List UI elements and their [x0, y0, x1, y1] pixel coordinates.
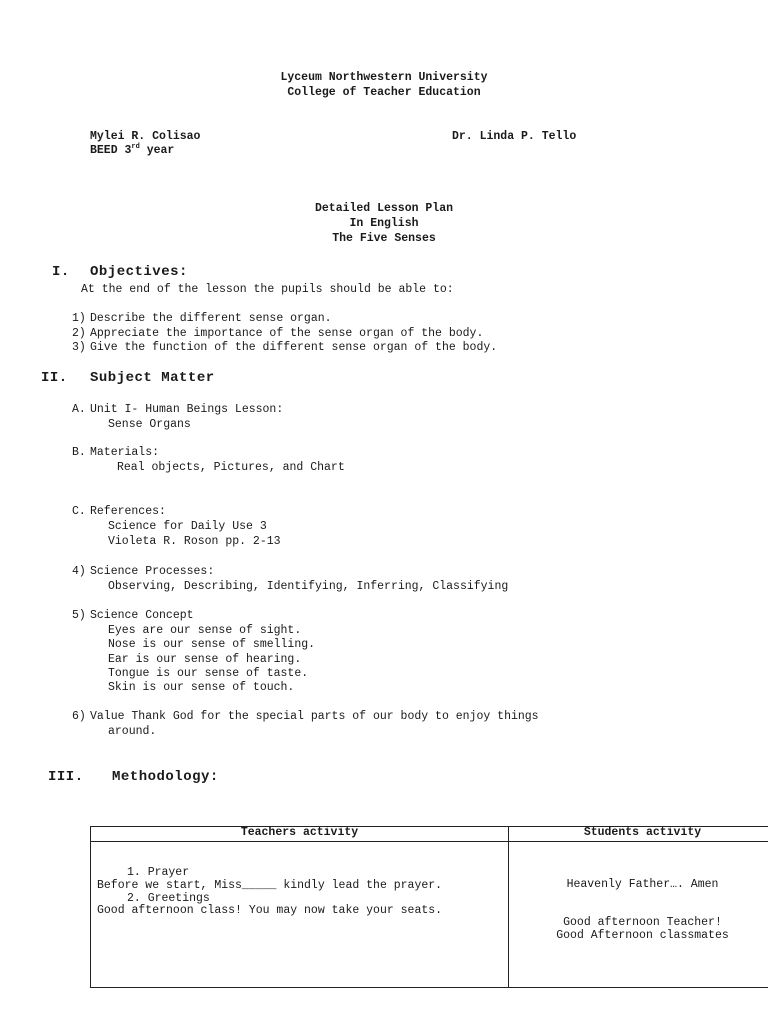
list-marker: C. [72, 505, 86, 518]
concept-line: Ear is our sense of hearing. [108, 653, 302, 666]
college-name: College of Teacher Education [287, 86, 481, 99]
section-label: Unit I- Human Beings Lesson: [90, 403, 284, 416]
section-science-processes [72, 565, 214, 580]
student-greeting-line: Good Afternoon classmates [556, 929, 729, 943]
list-marker: 3) [72, 341, 86, 355]
reference-line: Science for Daily Use 3 [108, 520, 267, 533]
section-label: Value Thank God for the special parts of our body to enjoy things [90, 710, 539, 723]
section-b [72, 446, 159, 461]
list-item [72, 312, 497, 327]
subject-matter-heading: Subject Matter [90, 370, 215, 386]
science-processes-value: Observing, Describing, Identifying, Inferring, Classifying [108, 580, 509, 593]
year-prefix: BEED 3 [90, 144, 132, 157]
list-marker: B. [72, 446, 86, 459]
concept-line: Nose is our sense of smelling. [108, 638, 316, 651]
section-a-value: Sense Organs [108, 418, 191, 431]
table-row [91, 842, 768, 988]
list-marker: 4) [72, 565, 86, 578]
section-label: Science Processes: [90, 565, 215, 578]
section-c [72, 505, 166, 520]
list-text: Appreciate the importance of the sense organ of the body. [90, 326, 484, 340]
list-marker: 1) [72, 312, 86, 325]
concept-line: Tongue is our sense of taste. [108, 667, 309, 680]
greetings-label: 2. Greetings [127, 891, 210, 905]
methodology-heading: Methodology: [112, 769, 219, 785]
prayer-response: Heavenly Father…. Amen [566, 878, 719, 891]
list-marker: 2) [72, 326, 86, 340]
list-marker: A. [72, 403, 86, 416]
section-b-value: Real objects, Pictures, and Chart [117, 461, 345, 474]
author-name: Mylei R. Colisao [90, 130, 201, 143]
objectives-intro: At the end of the lesson the pupils should be able to: [81, 283, 454, 296]
section-science-concept [72, 609, 194, 624]
prayer-label: 1. Prayer [127, 866, 190, 879]
concept-line: Eyes are our sense of sight. [108, 624, 302, 637]
list-item [72, 341, 497, 356]
objectives-heading: Objectives: [90, 264, 188, 280]
subject-matter-numeral: II. [41, 370, 68, 386]
year-superscript: rd [131, 143, 140, 151]
table-header-row [91, 827, 768, 842]
section-label: References: [90, 505, 166, 518]
teachers-activity-cell [91, 842, 509, 988]
objectives-list [72, 312, 497, 356]
objectives-numeral: I. [52, 264, 70, 280]
student-greeting-line: Good afternoon Teacher! [563, 916, 722, 930]
section-label: Materials: [90, 446, 160, 459]
list-item [72, 327, 497, 342]
author-year [90, 144, 174, 159]
section-label: Science Concept [90, 609, 194, 622]
year-suffix: year [139, 144, 175, 157]
list-marker: 5) [72, 609, 86, 622]
university-name: Lyceum Northwestern University [280, 71, 488, 84]
title-line-2: In English [349, 217, 419, 230]
list-marker: 6) [72, 710, 86, 723]
reference-line: Violeta R. Roson pp. 2-13 [108, 535, 281, 548]
greetings-text: Good afternoon class! You may now take your seats. [97, 904, 443, 918]
students-activity-cell [509, 842, 768, 988]
prayer-text: Before we start, Miss_____ kindly lead the prayer. [97, 878, 443, 892]
list-text: Give the function of the different sense organ of the body. [90, 341, 498, 355]
instructor-name: Dr. Linda P. Tello [452, 130, 577, 143]
teachers-activity-header: Teachers activity [91, 827, 509, 842]
value-continuation: around. [108, 725, 157, 738]
list-text: Describe the different sense organ. [90, 312, 332, 325]
students-activity-header: Students activity [509, 827, 768, 842]
title-line-1: Detailed Lesson Plan [314, 202, 454, 215]
concept-line: Skin is our sense of touch. [108, 681, 295, 694]
section-a [72, 403, 283, 418]
title-line-3: The Five Senses [332, 232, 436, 245]
section-value [72, 710, 539, 725]
methodology-numeral: III. [48, 769, 84, 785]
activity-table [90, 826, 768, 988]
